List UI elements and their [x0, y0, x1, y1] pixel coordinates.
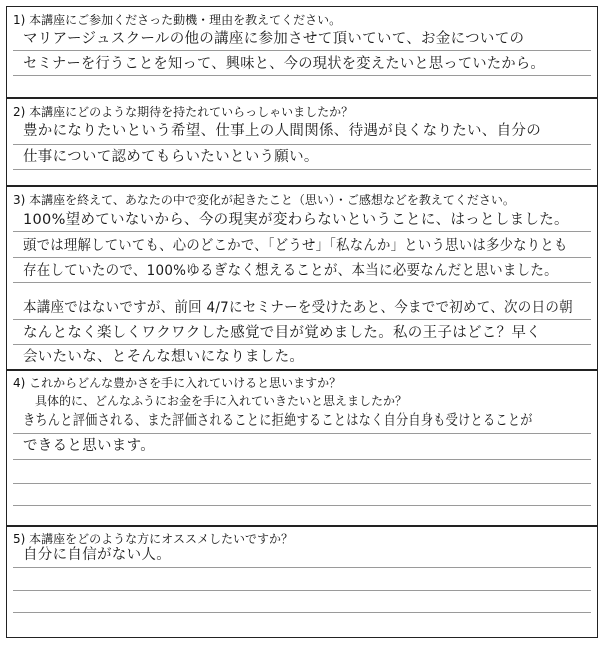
answer-2-line-2: 仕事について認めてもらいたいという願い。: [23, 149, 319, 165]
answer-rule: [13, 231, 591, 232]
answer-3-line-2: 頭では理解していても、心のどこかで、「どうせ」「私なんか」という思いは多少なりとも: [23, 238, 568, 254]
answer-3-line-4: 本講座ではないですが、前回 4/7にセミナーを受けたあと、今までで初めて、次の日の朝: [23, 300, 573, 316]
section-5: [6, 526, 598, 638]
answer-4-line-1: きちんと評価される、また評価されることに拒絶することはなく自分自身も受けとることが: [23, 413, 533, 429]
question-1: 1) 本講座にご参加くださった動機・理由を教えてください。: [13, 13, 342, 27]
answer-rule: [13, 50, 591, 51]
answer-rule: [13, 257, 591, 258]
section-3: [6, 186, 598, 370]
answer-3-line-5: なんとなく楽しくワクワクした感覚で目が覚めました。私の王子はどこ？早く: [23, 325, 541, 341]
answer-rule: [13, 75, 591, 76]
answer-rule: [13, 612, 591, 613]
answer-1-line-1: マリアージュスクールの他の講座に参加させて頂いていて、お金についての: [23, 31, 525, 47]
question-4-sub: 具体的に、どんなふうにお金を手に入れていきたいと思えましたか？: [35, 394, 408, 408]
answer-rule: [13, 169, 591, 170]
question-2: 2) 本講座にどのような期待を持たれていらっしゃいましたか？: [13, 105, 354, 119]
answer-rule: [13, 282, 591, 283]
section-4: [6, 370, 598, 526]
answer-rule: [13, 319, 591, 320]
answer-rule: [13, 505, 591, 506]
answer-3-line-1: 100%望めていないから、今の現実が変わらないということに、はっとしました。: [23, 212, 569, 228]
answer-rule: [13, 567, 591, 568]
answer-rule: [13, 433, 591, 434]
answer-2-line-1: 豊かになりたいという希望、仕事上の人間関係、待遇が良くなりたい、自分の: [23, 123, 541, 139]
answer-rule: [13, 144, 591, 145]
questionnaire-sheet: [6, 6, 600, 638]
answer-rule: [13, 344, 591, 345]
question-3: 3) 本講座を終えて、あなたの中で変化が起きたこと（思い）・ご感想などを教えてください。: [13, 193, 515, 207]
section-1: [6, 6, 598, 98]
answer-rule: [13, 459, 591, 460]
answer-rule: [13, 590, 591, 591]
question-4: 4) これからどんな豊かさを手に入れていけると思いますか？: [13, 376, 342, 390]
section-2: [6, 98, 598, 186]
answer-1-line-2: セミナーを行うことを知って、興味と、今の現状を変えたいと思っていたから。: [23, 56, 545, 72]
answer-5-line-1: 自分に自信がない人。: [23, 547, 171, 563]
question-5: 5) 本講座をどのような方にオススメしたいですか？: [13, 532, 294, 546]
answer-rule: [13, 483, 591, 484]
answer-3-line-3: 存在していたので、100%ゆるぎなく想えることが、本当に必要なんだと思いました。: [23, 263, 558, 279]
answer-3-line-6: 会いたいな、とそんな想いになりました。: [23, 349, 305, 365]
answer-4-line-2: できると思います。: [23, 438, 156, 454]
